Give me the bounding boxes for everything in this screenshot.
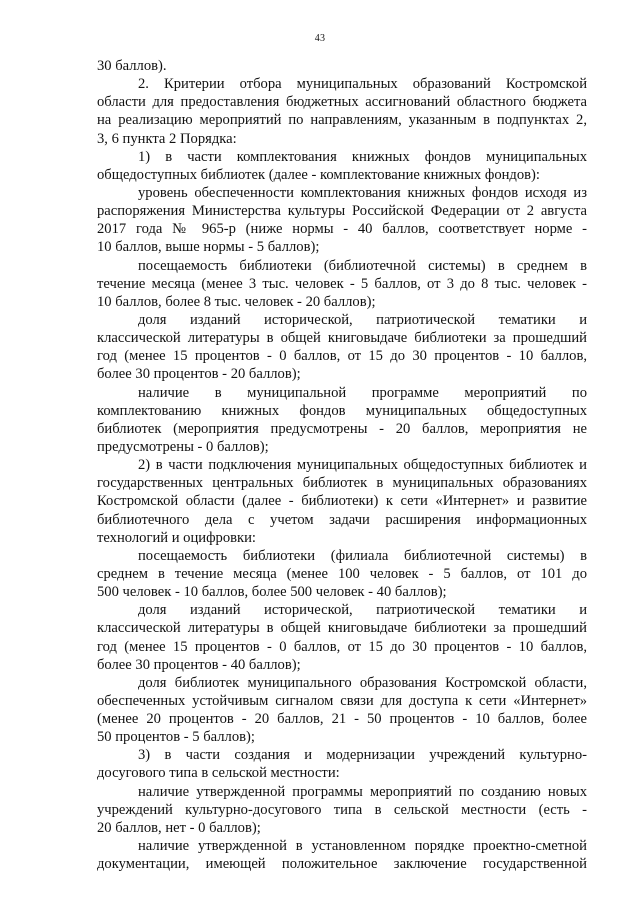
text-line: год (менее 15 процентов - 0 баллов, от 15 до 30 процентов - 10 баллов,: [97, 638, 587, 655]
text-line: области для предоставления бюджетных ассигнований областного бюджета: [97, 94, 587, 111]
text-line: наличие утвержденной в установленном порядке проектно-сметной: [138, 838, 587, 855]
text-line: 20 баллов, нет - 0 баллов);: [97, 819, 261, 836]
text-line: наличие в муниципальной программе мероприятий по: [138, 384, 587, 401]
text-line: 10 баллов, более 8 тыс. человек - 20 баллов);: [97, 293, 376, 310]
text-line: Костромской области (далее - библиотеки) к сети «Интернет» и развитие: [97, 493, 587, 510]
text-line: документации, имеющей положительное заключение государственной: [97, 856, 587, 873]
text-line: 1) в части комплектования книжных фондов муниципальных: [138, 148, 587, 165]
text-line: предусмотрены - 0 баллов);: [97, 438, 269, 455]
text-line: 2) в части подключения муниципальных общедоступных библиотек и: [138, 457, 587, 474]
text-line: распоряжения Министерства культуры Российской Федерации от 2 августа: [97, 203, 587, 220]
text-line: более 30 процентов - 40 баллов);: [97, 656, 301, 673]
text-line: среднем в течение месяца (менее 100 человек - 5 баллов, от 101 до: [97, 565, 587, 582]
text-line: год (менее 15 процентов - 0 баллов, от 15 до 30 процентов - 10 баллов,: [97, 348, 587, 365]
text-line: 2. Критерии отбора муниципальных образований Костромской: [138, 76, 587, 93]
text-line: общедоступных библиотек (далее - комплектование книжных фондов):: [97, 166, 540, 183]
text-line: 3) в части создания и модернизации учреждений культурно-: [138, 747, 587, 764]
document-body: [97, 57, 587, 873]
text-line: обеспеченных устойчивым сигналом связи для доступа к сети «Интернет»: [97, 692, 587, 709]
text-line: посещаемость библиотеки (библиотечной системы) в среднем в: [138, 257, 587, 274]
text-line: течение месяца (менее 3 тыс. человек - 5 баллов, от 3 до 8 тыс. человек -: [97, 275, 587, 292]
text-line: учреждений культурно-досугового типа в сельской местности (есть -: [97, 801, 587, 818]
page-number: 43: [314, 33, 326, 44]
text-line: 2017 года № 965-р (ниже нормы - 40 баллов, соответствует норме -: [97, 221, 587, 238]
text-line: доля изданий исторической, патриотической тематики и: [138, 311, 587, 328]
text-line: библиотечного дела с учетом задачи расширения информационных: [97, 511, 587, 528]
text-line: государственных центральных библиотек в муниципальных образованиях: [97, 475, 587, 492]
text-line: 3, 6 пункта 2 Порядка:: [97, 130, 237, 147]
text-line: 30 баллов).: [97, 58, 167, 74]
text-line: наличие утвержденной программы мероприятий по созданию новых: [138, 783, 587, 800]
text-line: 10 баллов, выше нормы - 5 баллов);: [97, 239, 320, 256]
text-line: 50 процентов - 5 баллов);: [97, 729, 255, 746]
text-line: классической литературы в общей книговыдаче библиотеки за прошедший: [97, 330, 587, 347]
text-line: посещаемость библиотеки (филиала библиотечной системы) в: [138, 547, 587, 564]
text-line: досугового типа в сельской местности:: [97, 765, 340, 782]
text-line: доля библиотек муниципального образования Костромской области,: [138, 674, 587, 691]
text-line: (менее 20 процентов - 20 баллов, 21 - 50 процентов - 10 баллов, более: [97, 711, 587, 728]
text-line: доля изданий исторической, патриотической тематики и: [138, 602, 587, 619]
text-line: уровень обеспеченности комплектования книжных фондов исходя из: [138, 184, 587, 201]
text-line: на реализацию мероприятий по направлениям, указанным в подпунктах 2,: [97, 112, 587, 129]
text-line: технологий и оцифровки:: [97, 529, 256, 546]
text-line: классической литературы в общей книговыдаче библиотеки за прошедший: [97, 620, 587, 637]
text-line: более 30 процентов - 20 баллов);: [97, 366, 301, 383]
text-line: 500 человек - 10 баллов, более 500 человек - 40 баллов);: [97, 584, 447, 601]
text-line: библиотек (мероприятия предусмотрены - 20 баллов, мероприятия не: [97, 420, 587, 437]
text-line: комплектованию книжных фондов муниципальных общедоступных: [97, 402, 587, 419]
